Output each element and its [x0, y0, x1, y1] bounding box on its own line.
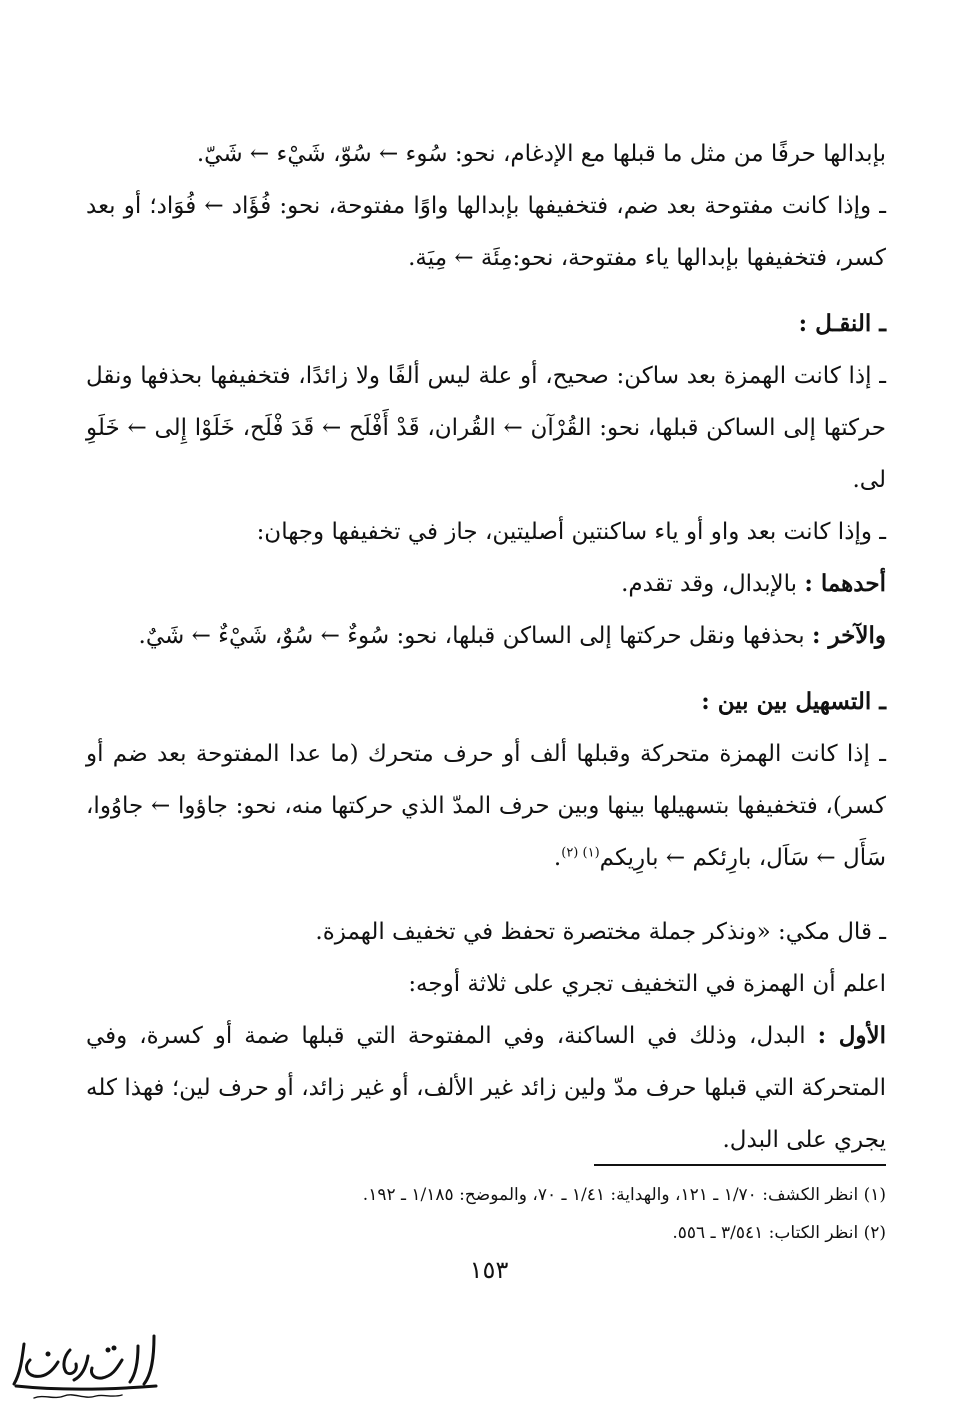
- footnote-divider: [594, 1164, 886, 1166]
- paragraph-qala-makki: ـ قال مكي: «ونذكر جملة مختصرة تحفظ في تخفيف الهمزة.: [315, 919, 886, 945]
- lead-term: الأول :: [817, 1022, 887, 1049]
- handwritten-signature-stamp-icon: [4, 1326, 164, 1406]
- paragraph-al-awwal: الأول : البدل، وذلك في الساكنة، وفي المفتوحة التي قبلها ضمة أو كسرة، وفي المتحركة التي قبلها حرف مدّ ولين زائد غير الألف، أو غير زائد، أو حرف لين؛ فهذا كله يجري على البدل.: [86, 1022, 887, 1153]
- body-text: [86, 128, 886, 1166]
- paragraph-tashil-bayna-bayna: ـ إذا كانت الهمزة متحركة وقبلها ألف أو حرف متحرك (ما عدا المفتوحة بعد ضم أو كسر)، فتخفيفها بتسهيلها بينها وبين حرف المدّ الذي حركتها منه، نحو: جاؤوا ← جاوُوا، سَأَل ← سَاَل، بارِئكم ← بارِيكم$^{(١) (٢)}$.: [86, 741, 886, 871]
- paragraph-naql-sakin: ـ إذا كانت الهمزة بعد ساكن: صحيح، أو علة ليس ألفًا ولا زائدًا، فتخفيفها بحذفها ونقل حركتها إلى الساكن قبلها، نحو: القُرْآن ← القُران، قَدْ أَفْلَح ← قَدَ فْلَح، خَلَوْا إِلى ← خَلَوِ لى.: [86, 363, 886, 493]
- paragraph-thalatha-awjuh: اعلم أن الهمزة في التخفيف تجري على ثلاثة أوجه:: [408, 971, 886, 997]
- lead-term: والآخر :: [811, 622, 886, 649]
- paragraph-waw-ya-sakin: ـ وإذا كانت بعد واو أو ياء ساكنتين أصليتين، جاز في تخفيفها وجهان:: [256, 519, 886, 545]
- footnote-1: (١) انظر الكشف: ١/٧٠ ـ ١٢١، والهداية: ١/٤١ ـ ٧٠، والموضح: ١/١٨٥ ـ ١٩٢.: [362, 1185, 886, 1205]
- heading-naql: ـ النقـل :: [798, 310, 886, 337]
- footnote-2: (٢) انظر الكتاب: ٣/٥٤١ ـ ٥٥٦.: [672, 1223, 886, 1243]
- paragraph-maftuha-after-damm: ـ وإذا كانت مفتوحة بعد ضم، فتخفيفها بإبدالها واوًا مفتوحة، نحو: فُؤَاد ← فُوَاد؛ أو بعد كسر، فتخفيفها بإبدالها ياء مفتوحة، نحو:مِئَة ← مِيَة.: [86, 193, 886, 271]
- paragraph-ibdal-continuation: بإبدالها حرفًا من مثل ما قبلها مع الإدغام، نحو: سُوء ← سُوّ، شَيْء ← شَيّ.: [196, 141, 886, 167]
- heading-tashil: ـ التسهيل بين بين :: [701, 688, 886, 715]
- paragraph-al-akhar: والآخر : بحذفها ونقل حركتها إلى الساكن قبلها، نحو: سُوءٌ ← سُوٌ، شَيْءٌ ← شَيٌ.: [138, 622, 886, 649]
- footnotes: [86, 1176, 886, 1252]
- footnote-reference[interactable]: (١) (٢): [561, 845, 600, 861]
- paragraph-ahaduhuma: أحدهما : بالإبدال، وقد تقدم.: [621, 570, 886, 597]
- lead-term: أحدهما :: [804, 570, 886, 597]
- page-number: ١٥٣: [469, 1256, 509, 1284]
